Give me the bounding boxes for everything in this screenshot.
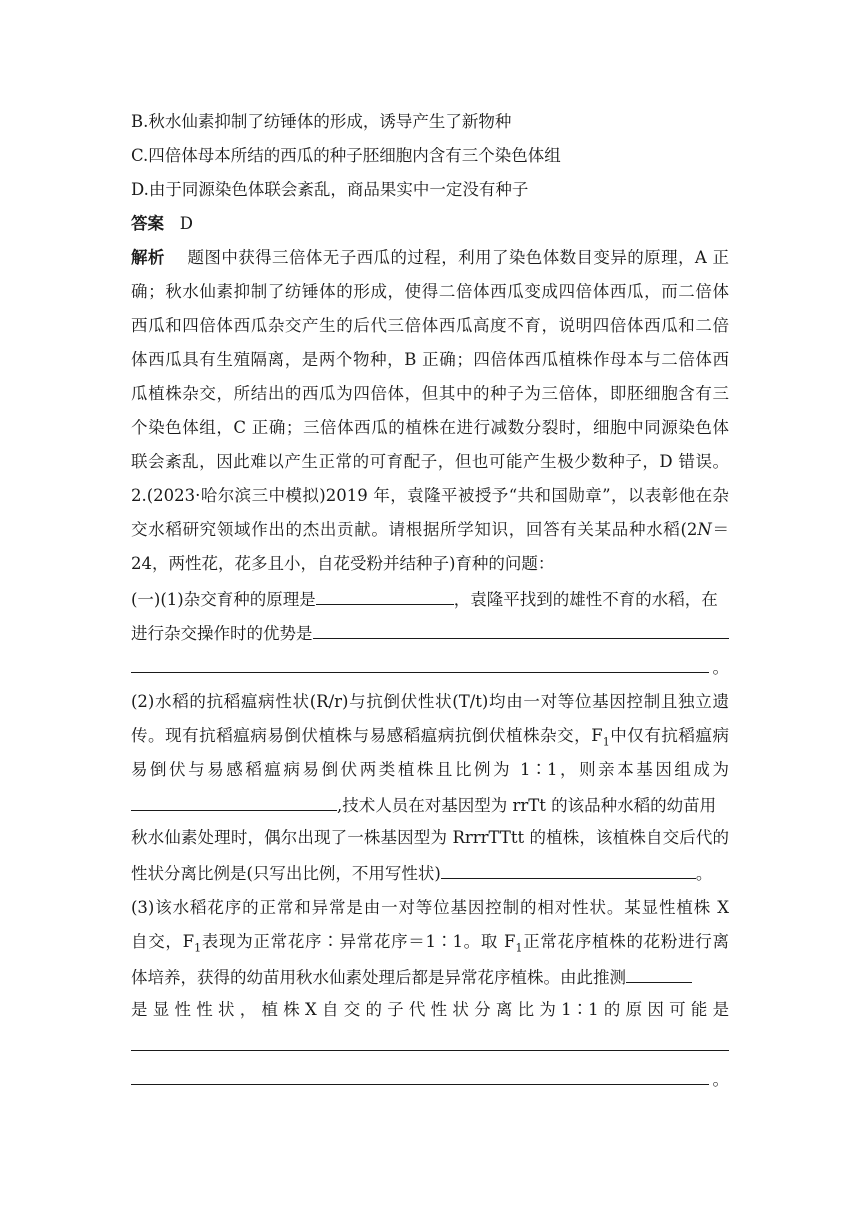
q2-part3-line-5 xyxy=(131,1032,729,1051)
answer-row xyxy=(131,212,729,236)
answer-blank-reason[interactable] xyxy=(131,1032,729,1051)
analysis-line-6: 个染色体组，C 正确；三倍体西瓜的植株在进行减数分裂时，细胞中同源染色体 xyxy=(131,418,729,437)
analysis-line-4: 体西瓜具有生殖隔离，是两个物种，B 正确；四倍体西瓜植株作母本与二倍体西 xyxy=(131,350,729,369)
q2-part2-line-5: 秋水仙素处理时，偶尔出现了一株基因型为 RrrrTTtt 的植株，该植株自交后代的 xyxy=(131,828,729,847)
q2-intro-3: 24，两性花，花多且小，自花受粉并结种子)育种的问题： xyxy=(131,554,555,573)
answer-blank-ratio[interactable] xyxy=(441,860,696,879)
analysis-label: 解析 xyxy=(131,248,165,267)
q2-part1-line-1: (一)(1)杂交育种的原理是 ，袁隆平找到的雄性不育的水稻，在 xyxy=(131,586,729,612)
q2-part2-line-1: (2)水稻的抗稻瘟病性状(R/r)与抗倒伏性状(T/t)均由一对等位基因控制且独立遗 xyxy=(131,692,729,711)
answer-blank-principle[interactable] xyxy=(316,586,454,605)
analysis-line-1: 解析 题图中获得三倍体无子西瓜的过程，利用了染色体数目变异的原理，A 正 xyxy=(131,248,730,267)
option-b: B.秋水仙素抑制了纺锤体的形成，诱导产生了新物种 xyxy=(131,112,512,131)
q2-part3-line-2: 自交，$F_1$表现为正常花序∶异常花序＝1∶1。取 $F_1$正常花序植株的花粉进行离 xyxy=(131,932,729,955)
analysis-line-5: 瓜植株杂交，所结出的西瓜为四倍体，但其中的种子为三倍体，即胚细胞含有三 xyxy=(131,384,729,403)
q2-part2-line-4: ,技术人员在对基因型为 rrTt 的该品种水稻的幼苗用 xyxy=(131,792,729,818)
q2-part3-line-4: 是 显 性 性 状 ， 植 株 X 自 交 的 子 代 性 状 分 离 比 为 1∶1 的 原 因 可 能 是 xyxy=(131,1000,730,1019)
q2-part3-line-3: 体培养，获得的幼苗用秋水仙素处理后都是异常花序植株。由此推测 xyxy=(131,964,729,990)
option-d: D.由于同源染色体联会紊乱，商品果实中一定没有种子 xyxy=(131,180,529,199)
analysis-line-2: 确；秋水仙素抑制了纺锤体的形成，使得二倍体西瓜变成四倍体西瓜，而二倍体 xyxy=(131,282,729,301)
analysis-line-7: 联会紊乱，因此难以产生正常的可育配子，但也可能产生极少数种子，D 错误。 xyxy=(131,452,729,471)
answer-blank-reason-cont[interactable] xyxy=(131,1066,709,1085)
answer-blank-advantage[interactable] xyxy=(313,620,730,639)
answer-value: D xyxy=(179,214,193,233)
q2-part1-line-2: 进行杂交操作时的优势是 xyxy=(131,620,729,646)
answer-blank-dominant-trait[interactable] xyxy=(626,964,692,983)
answer-blank-advantage-cont[interactable] xyxy=(131,654,709,673)
q2-part1-line-3: 。 xyxy=(131,654,729,680)
q2-part2-line-6: 性状分离比例是(只写出比例，不用写性状) 。 xyxy=(131,860,729,886)
q2-part3-line-6: 。 xyxy=(131,1066,729,1092)
answer-blank-parent-genotype[interactable] xyxy=(131,792,337,811)
q2-intro-1: 2.(2023·哈尔滨三中模拟)2019 年，袁隆平被授予“共和国勋章”，以表彰他在杂 xyxy=(131,486,729,505)
answer-label: 答案 xyxy=(131,214,164,233)
q2-intro-2: 交水稻研究领域作出的杰出贡献。请根据所学知识，回答有关某品种水稻(2N＝ xyxy=(131,520,729,539)
analysis-line-3: 西瓜和四倍体西瓜杂交产生的后代三倍体西瓜高度不育，说明四倍体西瓜和二倍 xyxy=(131,316,729,335)
option-c: C.四倍体母本所结的西瓜的种子胚细胞内含有三个染色体组 xyxy=(131,146,561,165)
q2-part3-line-1: (3)该水稻花序的正常和异常是由一对等位基因控制的相对性状。某显性植株 X xyxy=(131,898,729,917)
q2-part2-line-3: 易倒伏与易感稻瘟病易倒伏两类植株且比例为 1∶1，则亲本基因组成为 xyxy=(131,760,729,779)
q2-part2-line-2: 传。现有抗稻瘟病易倒伏植株与易感稻瘟病抗倒伏植株杂交，$F_1$中仅有抗稻瘟病 xyxy=(131,726,730,749)
